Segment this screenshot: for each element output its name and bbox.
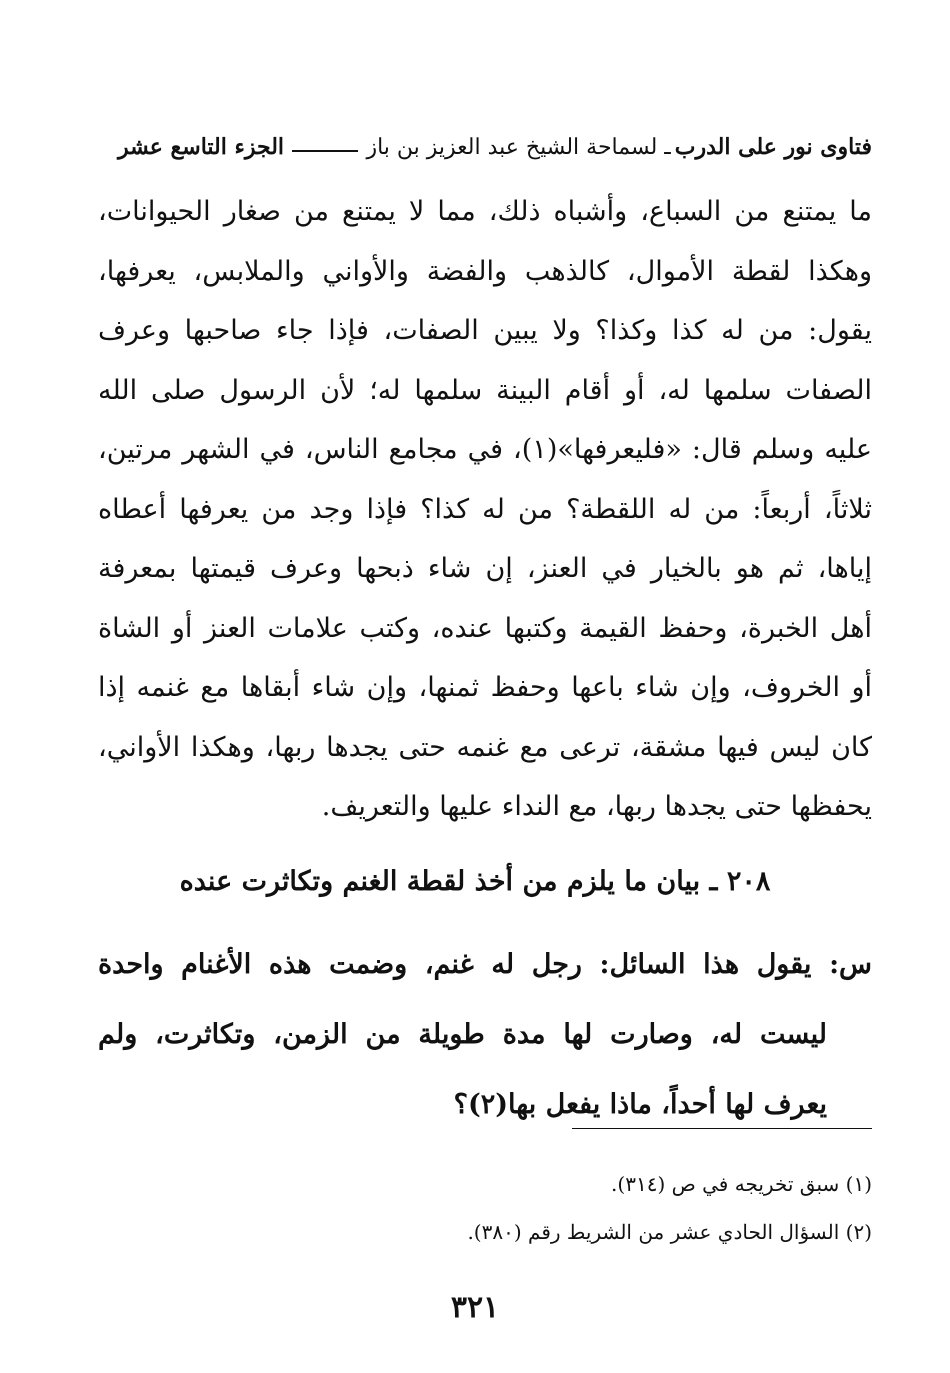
page-number: ٣٢١ bbox=[450, 1290, 500, 1325]
question-line: ليست له، وصارت لها مدة طويلة من الزمن، وتكاثرت، ولم bbox=[98, 1019, 827, 1050]
header-rule bbox=[292, 150, 358, 152]
body-line: وهكذا لقطة الأموال، كالذهب والفضة والأواني والملابس، يعرفها، bbox=[98, 255, 872, 287]
body-line: عليه وسلم قال: «فليعرفها»(١)، في مجامع الناس، في الشهر مرتين، bbox=[98, 434, 872, 465]
question-block bbox=[98, 930, 872, 1140]
question-line: يعرف لها أحداً، ماذا يفعل بها(٢)؟ bbox=[453, 1089, 827, 1120]
footnote-1: (١) سبق تخريجه في ص (٣١٤). bbox=[611, 1172, 872, 1196]
body-line: يقول: من له كذا وكذا؟ ولا يبين الصفات، فإذا جاء صاحبها وعرف bbox=[98, 315, 872, 346]
author-name: ـ لسماحة الشيخ عبد العزيز بن باز bbox=[366, 135, 671, 160]
volume-part: الجزء التاسع عشر bbox=[118, 134, 285, 160]
footnote-separator bbox=[572, 1128, 872, 1129]
body-line: أهل الخبرة، وحفظ القيمة وكتبها عنده، وكتب علامات العنز أو الشاة bbox=[98, 612, 872, 644]
running-header bbox=[118, 116, 872, 160]
body-line: كان ليس فيها مشقة، ترعى مع غنمه حتى يجدها ربها، وهكذا الأواني، bbox=[98, 731, 872, 763]
body-line: يحفظها حتى يجدها ربها، مع النداء عليها والتعريف. bbox=[321, 791, 872, 822]
section-heading: ٢٠٨ ـ بيان ما يلزم من أخذ لقطة الغنم وتكاثرت عنده bbox=[179, 866, 771, 897]
body-line: ما يمتنع من السباع، وأشباه ذلك، مما لا يمتنع من صغار الحيوانات، bbox=[98, 196, 872, 227]
footnotes bbox=[300, 1160, 872, 1256]
footnote-2: (٢) السؤال الحادي عشر من الشريط رقم (٣٨٠). bbox=[467, 1220, 872, 1244]
body-line: ثلاثاً، أربعاً: من له اللقطة؟ من له كذا؟ فإذا وجد من يعرفها أعطاه bbox=[98, 493, 872, 525]
question-line: س: يقول هذا السائل: رجل له غنم، وضمت هذه الأغنام واحدة bbox=[98, 949, 872, 980]
body-line: الصفات سلمها له، أو أقام البينة سلمها له؛ لأن الرسول صلى الله bbox=[98, 374, 872, 406]
book-title: فتاوى نور على الدرب bbox=[674, 134, 872, 160]
body-line: أو الخروف، وإن شاء باعها وحفظ ثمنها، وإن شاء أبقاها مع غنمه إذا bbox=[98, 672, 872, 703]
body-text bbox=[98, 182, 872, 837]
body-line: إياها، ثم هو بالخيار في العنز، إن شاء ذبحها وعرف قيمتها بمعرفة bbox=[98, 553, 872, 584]
